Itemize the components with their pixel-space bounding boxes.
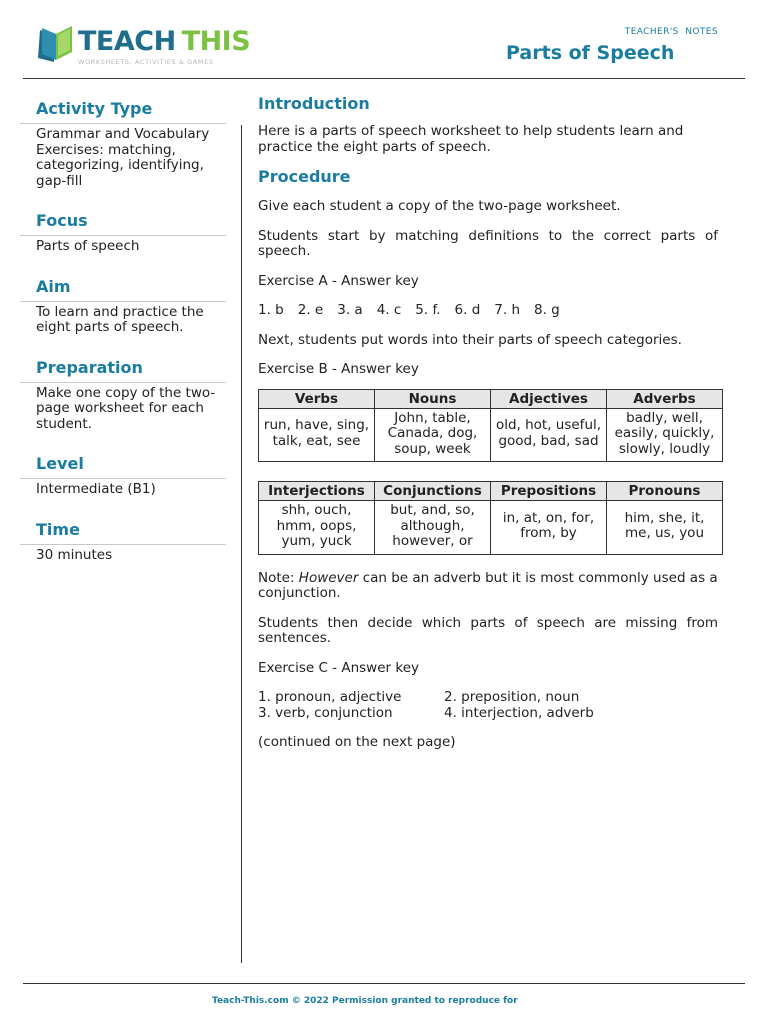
exercise-b-table-2	[258, 481, 723, 555]
table-header-row	[259, 482, 723, 501]
sidebar-text: 30 minutes	[36, 546, 113, 563]
exercise-b-table-1	[258, 389, 723, 463]
sidebar-text: Make one copy of the two-page worksheet for each student.	[36, 384, 216, 432]
sidebar-heading: Focus	[36, 211, 88, 230]
answer-item: 1. b	[258, 302, 284, 318]
procedure-step-3: Next, students put words into their parts of speech categories.	[258, 331, 682, 348]
introduction-text: Here is a parts of speech worksheet to help students learn and practice the eight parts of speech.	[258, 123, 684, 155]
continued-note: (continued on the next page)	[258, 734, 456, 750]
sidebar-activity-type	[20, 98, 226, 189]
procedure-step-2: Students start by matching definitions to the correct parts of speech.	[258, 227, 718, 259]
table-cell: him, she, it, me, us, you	[607, 501, 723, 555]
sidebar-time	[20, 519, 226, 564]
answer-item: 8. g	[534, 302, 560, 318]
table-cell: in, at, on, for, from, by	[491, 501, 607, 555]
sidebar-heading: Time	[36, 519, 80, 539]
table-header: Prepositions	[491, 482, 607, 501]
sidebar-heading: Activity Type	[36, 99, 153, 118]
answer-item: 7. h	[494, 302, 521, 318]
answer-item: 1. pronoun, adjective	[258, 689, 402, 705]
sidebar-preparation	[20, 357, 226, 433]
footer-copyright: Teach-This.com © 2022 Permission granted to reproduce for	[212, 996, 518, 1006]
answer-item: 3. verb, conjunction	[258, 704, 393, 721]
procedure-step-1: Give each student a copy of the two-page worksheet.	[258, 198, 621, 214]
sidebar-heading: Aim	[36, 276, 71, 296]
answer-item: 4. c	[376, 302, 402, 318]
table-row	[259, 501, 723, 555]
answer-item: 2. e	[297, 302, 324, 318]
procedure-heading: Procedure	[258, 167, 351, 186]
table-header-row	[259, 389, 723, 408]
sidebar-text: Intermediate (B1)	[36, 481, 156, 497]
sidebar	[20, 98, 226, 584]
header-divider	[23, 78, 745, 79]
table-header: Interjections	[259, 482, 375, 501]
answer-item: 6. d	[454, 302, 481, 318]
answer-item: 4. interjection, adverb	[444, 704, 594, 721]
table-header: Adverbs	[607, 389, 723, 408]
table-cell: but, and, so, although, however, or	[375, 501, 491, 555]
logo-wordmark: TEACH THIS	[78, 26, 251, 57]
table-header: Conjunctions	[375, 482, 491, 501]
sidebar-focus	[20, 210, 226, 255]
introduction-heading: Introduction	[258, 94, 370, 113]
table-cell: badly, well, easily, quickly, slowly, loudly	[607, 408, 723, 462]
sidebar-heading: Preparation	[36, 357, 143, 377]
table-cell: old, hot, useful, good, bad, sad	[491, 408, 607, 462]
table-header: Verbs	[259, 389, 375, 408]
answer-item: 2. preposition, noun	[444, 689, 580, 705]
table-cell: John, table, Canada, dog, soup, week	[375, 408, 491, 462]
exercise-b-label: Exercise B - Answer key	[258, 361, 419, 377]
sidebar-heading: Level	[36, 454, 84, 473]
exercise-c-label: Exercise C - Answer key	[258, 659, 419, 676]
note-emphasis: However	[298, 569, 359, 586]
table-row	[259, 408, 723, 462]
main-content	[258, 93, 718, 751]
footer-divider	[23, 983, 745, 984]
exercise-a-label: Exercise A - Answer key	[258, 272, 419, 289]
exercise-c-answers	[258, 690, 718, 721]
sidebar-aim	[20, 276, 226, 336]
column-divider	[241, 125, 242, 963]
teach-this-logo	[36, 24, 251, 70]
note-text: Note: However can be an adverb but it is most commonly used as a conjunction.	[258, 569, 718, 601]
table-cell: shh, ouch, hmm, oops, yum, yuck	[259, 501, 375, 555]
logo-tagline: WORKSHEETS, ACTIVITIES & GAMES	[78, 58, 214, 66]
table-header: Nouns	[375, 389, 491, 408]
procedure-step-4: Students then decide which parts of speech are missing from sentences.	[258, 614, 718, 646]
sidebar-text: To learn and practice the eight parts of speech.	[36, 303, 204, 335]
answer-item: 3. a	[337, 302, 363, 318]
table-cell: run, have, sing, talk, eat, see	[259, 408, 375, 462]
table-header: Adjectives	[491, 389, 607, 408]
sidebar-level	[20, 453, 226, 498]
answer-item: 5. f.	[415, 302, 441, 318]
page-title: Parts of Speech	[506, 42, 675, 64]
teachers-notes-label: TEACHER'S NOTES	[624, 27, 718, 37]
book-logo-icon	[36, 24, 76, 62]
sidebar-text: Parts of speech	[36, 238, 140, 254]
sidebar-text: Grammar and Vocabulary Exercises: matching, categorizing, identifying, gap-fill	[36, 126, 210, 189]
exercise-a-answers	[258, 303, 718, 319]
table-header: Pronouns	[607, 482, 723, 501]
